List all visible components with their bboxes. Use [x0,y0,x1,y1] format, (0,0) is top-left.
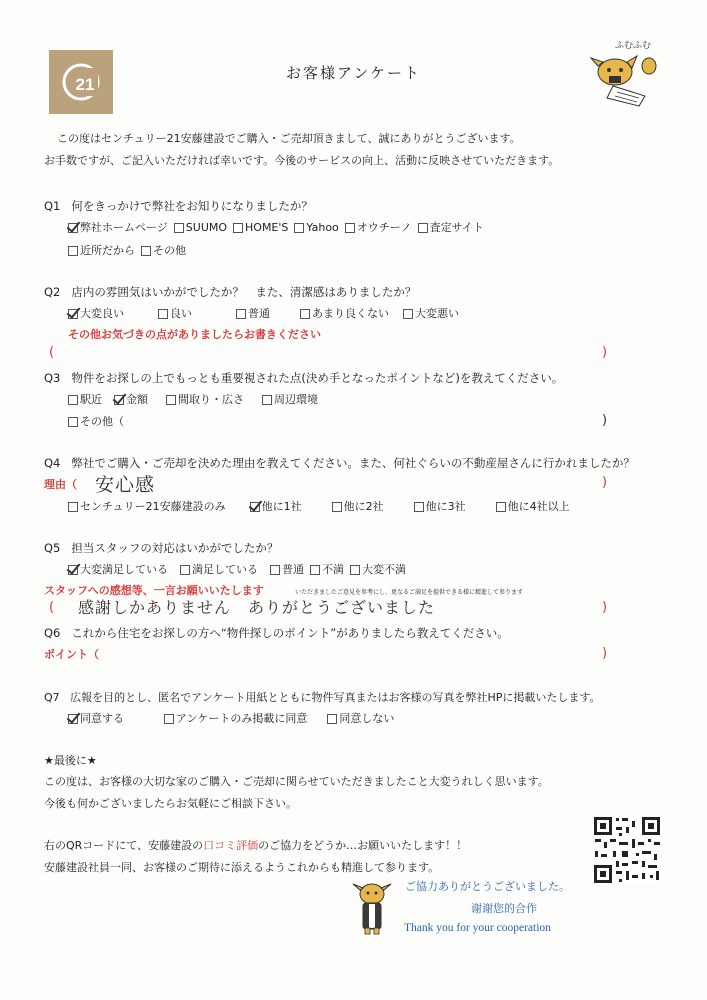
closing-line-2: 今後も何かございましたらお気軽にご相談下さい。 [44,797,297,810]
q3-number: Q3 [44,371,61,385]
q4-option-only[interactable]: センチュリー21安藤建設のみ [68,500,226,514]
checkbox[interactable] [174,223,184,233]
q7-option-agree[interactable]: 同意する [68,712,124,726]
page-title: お客様アンケート [285,64,422,82]
checkbox[interactable] [350,565,360,575]
closing-line-1: この度は、お客様の大切な家のご購入・ご売却に関らせていただきましたこと大変うれしく思います。 [44,775,549,788]
q1-option-satei[interactable]: 査定サイト [418,221,484,235]
checkbox-checked[interactable] [68,714,78,724]
checkbox[interactable] [236,309,246,319]
checkbox[interactable] [68,417,78,427]
qr-line-end: のご協力をどうか…お願いいたします！！ [258,839,468,852]
q1-option-neighborhood[interactable]: 近所だから [68,244,135,258]
q4-handwritten-reason: 安心感 [95,474,156,496]
q4-paren-close: ) [602,475,608,490]
intro-line-2: お手数ですが、ご記入いただければ幸いです。今後のサービスの向上、活動に反映させていただきます。 [44,154,560,167]
q7-option-disagree[interactable]: 同意しない [327,712,394,726]
closing-heading: ★最後に★ [44,754,97,767]
checkbox[interactable] [166,395,176,405]
checkbox[interactable] [496,502,506,512]
checkbox[interactable] [68,246,78,256]
checkbox[interactable] [164,714,174,724]
checkbox[interactable] [180,565,190,575]
q6-paren-close: ) [602,646,608,661]
q1-option-yahoo[interactable]: Yahoo [294,221,338,235]
checkbox-checked[interactable] [68,309,78,319]
q6-point-label: ポイント（ [44,648,99,661]
q7-question: 広報を目的とし、匿名でアンケート用紙とともに物件写真またはお客様の写真を弊社HPに掲載いたします。 [70,691,601,704]
q7-options [68,712,400,726]
q6-header [44,626,509,641]
q2-option-not-good[interactable]: あまり良くない [300,307,389,321]
checkbox[interactable] [327,714,337,724]
checkbox-checked[interactable] [114,395,124,405]
checkbox[interactable] [68,502,78,512]
q3-option-layout[interactable]: 間取り・広さ [166,393,244,407]
q1-option-other[interactable]: その他 [141,244,186,258]
checkbox[interactable] [233,223,243,233]
checkbox[interactable] [294,223,304,233]
q2-number: Q2 [44,285,61,299]
logo-text: 21 [75,75,95,94]
q5-options [68,563,412,577]
q2-prompt: その他お気づきの点がありましたらお書きください [68,328,321,341]
q1-option-suumo[interactable]: SUUMO [174,221,227,235]
checkbox[interactable] [345,223,355,233]
qr-line-start: 右のQRコードにて、安藤建設の [44,839,204,852]
q2-options [68,307,465,321]
q4-option-1[interactable]: 他に1社 [250,500,302,514]
mascot-reading-illustration [585,38,665,108]
q4-question: 弊社でご購入・ご売却を決めた理由を教えてください。また、何社ぐらいの不動産屋さんに行かれましたか？ [71,456,635,470]
closing-qr-line [44,839,467,853]
q6-number: Q6 [44,626,61,640]
checkbox-checked[interactable] [68,223,78,233]
q7-number: Q7 [44,691,60,704]
q5-paren-close: ) [602,600,608,615]
q4-option-2[interactable]: 他に2社 [332,500,384,514]
checkbox[interactable] [414,502,424,512]
q1-question: 何をきっかけで弊社をお知りになりましたか？ [71,199,313,213]
mascot-dog-illustration [349,880,395,935]
q3-options [68,393,324,407]
q4-option-4plus[interactable]: 他に4社以上 [496,500,570,514]
mascot-top-label: ふむふむ [615,41,652,51]
q4-option-3[interactable]: 他に3社 [414,500,466,514]
q2-paren-open: ( [49,345,55,360]
q7-header [44,690,601,705]
checkbox[interactable] [300,309,310,319]
checkbox[interactable] [270,565,280,575]
q3-option-price[interactable]: 金額 [114,393,148,407]
q5-header [44,541,278,556]
q5-number: Q5 [44,541,61,555]
q5-option-very-unsatisfied[interactable]: 大変不満 [350,563,406,577]
qr-line-highlight: 口コミ評価 [203,839,259,852]
q2-option-very-bad[interactable]: 大変悪い [403,307,459,321]
q1-option-homes[interactable]: HOME'S [233,221,288,235]
thanks-english: Thank you for your cooperation [404,922,551,934]
closing-staff-line: 安藤建設社員一同、お客様のご期待に添えるようこれからも精進して参ります。 [44,861,440,874]
checkbox[interactable] [403,309,413,319]
q3-question: 物件をお探しの上でもっとも重要視された点(決め手となったポイントなど)を教えてください。 [71,371,564,385]
q7-option-survey-only[interactable]: アンケートのみ掲載に同意 [164,712,307,726]
q1-option-ouchino[interactable]: オウチーノ [345,221,412,235]
q2-option-very-good[interactable]: 大変良い [68,307,124,321]
q5-question: 担当スタッフの対応はいかがでしたか？ [71,541,279,555]
q4-number: Q4 [44,456,61,470]
checkbox[interactable] [418,223,428,233]
checkbox-checked[interactable] [68,565,78,575]
q5-prompt: スタッフへの感想等、一言お願いいたします [44,584,264,597]
checkbox[interactable] [332,502,342,512]
thanks-japanese: ご協力ありがとうございました。 [405,880,570,893]
q4-reason-label: 理由（ [44,478,77,491]
q5-note: いただきましたご意見を参考にし、更なるご満足を提供できる様に精進して参ります [295,589,524,596]
q3-header [44,371,563,386]
q5-paren-open: ( [49,600,55,615]
q5-option-satisfied[interactable]: 満足している [180,563,258,577]
q3-option-environment[interactable]: 周辺環境 [262,393,318,407]
q2-option-normal[interactable]: 普通 [236,307,270,321]
checkbox[interactable] [262,395,272,405]
q1-option-homepage[interactable]: 弊社ホームページ [68,221,168,235]
qr-code[interactable] [592,815,662,885]
q2-paren-close: ) [602,345,608,360]
q5-option-normal[interactable]: 普通 [270,563,304,577]
q2-question: 店内の雰囲気はいかがでしたか？ また、清潔感はありましたか？ [71,285,417,299]
q3-option-other[interactable]: その他（ [68,415,124,429]
q1-number: Q1 [44,199,61,213]
q5-option-very-satisfied[interactable]: 大変満足している [68,563,168,577]
q5-handwritten-answer: 感謝しかありません ありがとうございました [78,598,436,617]
checkbox[interactable] [158,309,168,319]
checkbox-checked[interactable] [250,502,260,512]
q1-header [44,199,313,214]
q4-header [44,456,635,471]
q2-header [44,285,416,300]
q5-option-unsatisfied[interactable]: 不満 [310,563,344,577]
checkbox[interactable] [310,565,320,575]
q1-options-row1 [68,221,490,235]
q3-option-station[interactable]: 駅近 [68,393,102,407]
intro-line-1: この度はセンチュリー21安藤建設でご購入・ご売却頂きまして、誠にありがとうございます。 [57,132,521,145]
thanks-chinese: 谢谢您的合作 [471,902,537,915]
q4-options [68,500,576,514]
q6-question: これから住宅をお探しの方へ“物件探しのポイント”がありましたら教えてください。 [71,626,509,640]
checkbox[interactable] [141,246,151,256]
q3-paren-close: ) [602,413,608,428]
q2-option-good[interactable]: 良い [158,307,192,321]
q1-options-row2 [68,244,192,258]
checkbox[interactable] [68,395,78,405]
